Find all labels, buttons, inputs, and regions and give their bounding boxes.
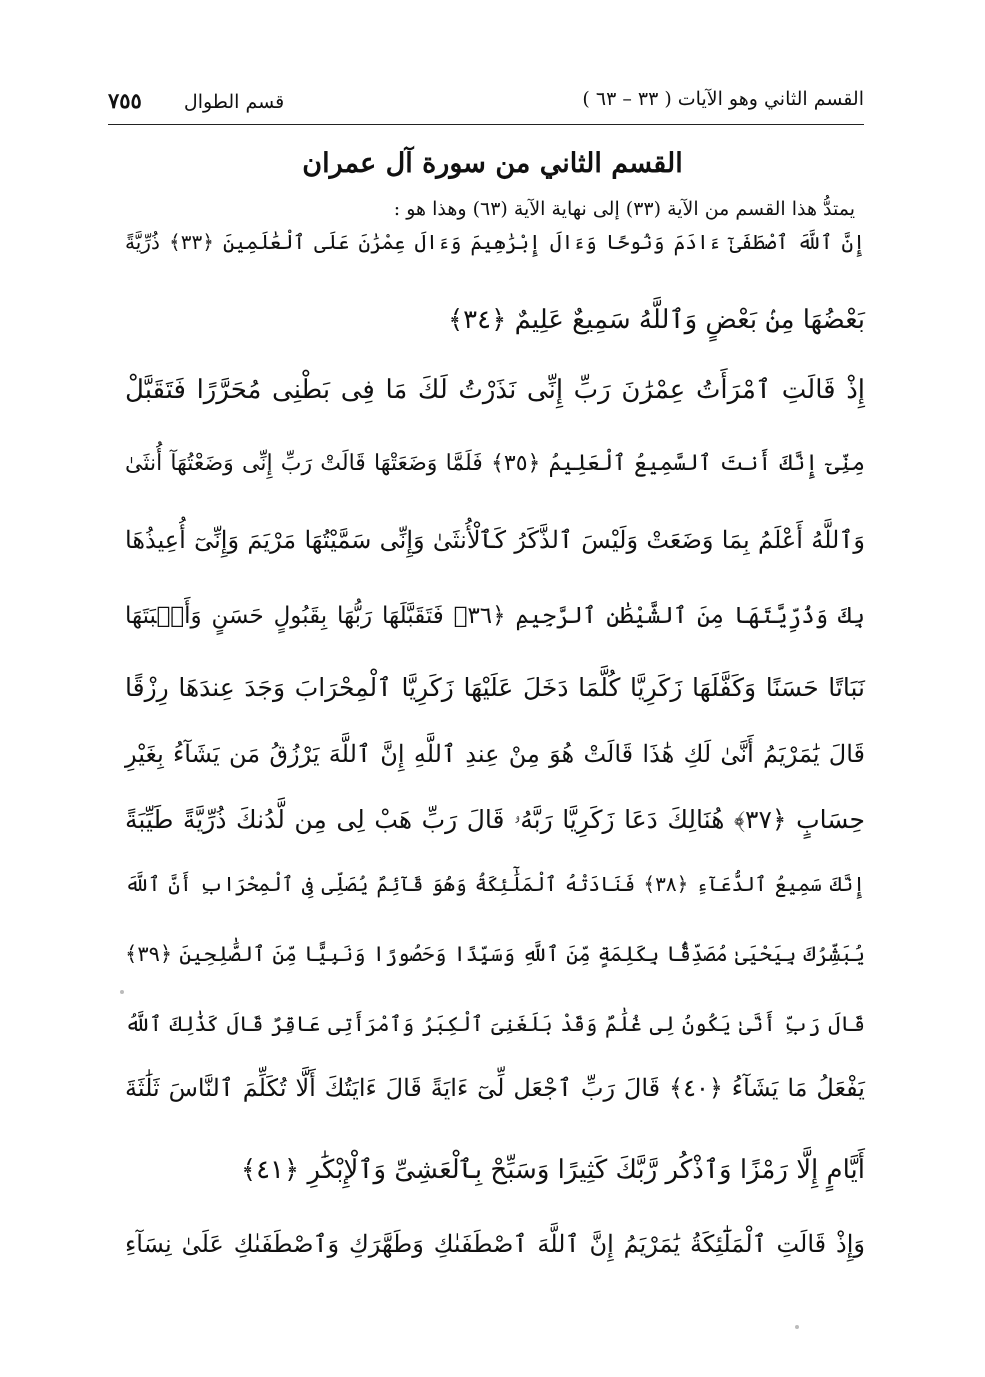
verse-line: مِنِّىٓ إِنَّكَ أَنتَ ٱلسَّمِيعُ ٱلْعَلِيمُ ﴿٣٥﴾ فَلَمَّا وَضَعَتْهَا قَالَتْ رَبِّ إِنِّى وَضَعْتُهَآ أُنثَىٰ <box>125 451 865 476</box>
verse-line: قَالَ رَبِّ أَنَّىٰ يَكُونُ لِى غُلَٰمٌ وَقَدْ بَلَغَنِىَ ٱلْكِبَرُ وَٱمْرَأَتِى عَاقِرٌ قَالَ كَذَٰلِكَ ٱللَّهُ <box>125 1012 865 1036</box>
verse-line: إِنَّكَ سَمِيعُ ٱلدُّعَآءِ ﴿٣٨﴾ فَنَادَتْهُ ٱلْمَلَٰٓئِكَةُ وَهُوَ قَآئِمٌ يُصَلِّى فِى ٱلْمِحْرَابِ أَنَّ ٱللَّهَ <box>125 872 865 896</box>
page-header <box>108 82 864 122</box>
verse-line: أَيَّامٍ إِلَّا رَمْزًا وَٱذْكُر رَّبَّكَ كَثِيرًا وَسَبِّحْ بِٱلْعَشِىِّ وَٱلْإِبْكَٰرِ ﴿٤١﴾ <box>240 1155 865 1185</box>
verse-line: نَبَاتًا حَسَنًا وَكَفَّلَهَا زَكَرِيَّا كُلَّمَا دَخَلَ عَلَيْهَا زَكَرِيَّا ٱلْمِحْرَابَ وَجَدَ عِندَهَا رِزْقًا <box>125 673 865 702</box>
page-number: ٧٥٥ <box>108 88 142 113</box>
verse-line: وَٱللَّهُ أَعْلَمُ بِمَا وَضَعَتْ وَلَيْسَ ٱلذَّكَرُ كَٱلْأُنثَىٰ وَإِنِّى سَمَّيْتُهَا مَرْيَمَ وَإِنِّىٓ أُعِيذُهَا <box>125 526 865 554</box>
section-title: القسم الثاني من سورة آل عمران <box>302 148 683 179</box>
verse-line: بِكَ وَذُرِّيَّتَهَا مِنَ ٱلشَّيْطَٰنِ ٱلرَّجِيمِ ﴿٣٦﴾ فَتَقَبَّلَهَا رَبُّهَا بِقَبُولٍ حَسَنٍ وَأَنۢبَتَهَا <box>125 603 865 629</box>
verse-line: يُبَشِّرُكَ بِيَحْيَىٰ مُصَدِّقًۢا بِكَلِمَةٍ مِّنَ ٱللَّهِ وَسَيِّدًا وَحَصُورًا وَنَبِيًّا مِّنَ ٱلصَّٰلِحِينَ ﴿٣٩﴾ <box>125 942 865 966</box>
scan-speck <box>795 1325 799 1329</box>
verse-line: وَإِذْ قَالَتِ ٱلْمَلَٰٓئِكَةُ يَٰمَرْيَمُ إِنَّ ٱللَّهَ ٱصْطَفَىٰكِ وَطَهَّرَكِ وَٱصْطَفَىٰكِ عَلَىٰ نِسَآءِ <box>125 1230 865 1258</box>
verse-line: حِسَابٍ ﴿٣٧﴾ هُنَالِكَ دَعَا زَكَرِيَّا رَبَّهُۥ قَالَ رَبِّ هَبْ لِى مِن لَّدُنكَ ذُرِّيَّةً طَيِّبَةً <box>125 805 865 834</box>
part-label: قسم الطوال <box>183 91 285 113</box>
verse-line: قَالَ يَٰمَرْيَمُ أَنَّىٰ لَكِ هَٰذَا قَالَتْ هُوَ مِنْ عِندِ ٱللَّهِ إِنَّ ٱللَّهَ يَرْزُقُ مَن يَشَآءُ بِغَيْرِ <box>125 740 865 768</box>
header-rule <box>108 124 864 125</box>
verse-line: إِذْ قَالَتِ ٱمْرَأَتُ عِمْرَٰنَ رَبِّ إِنِّى نَذَرْتُ لَكَ مَا فِى بَطْنِى مُحَرَّرًا فَتَقَبَّلْ <box>125 375 865 405</box>
scan-speck <box>120 990 124 994</box>
intro-text: يمتدُّ هذا القسم من الآية (٣٣) إلى نهاية الآية (٦٣) وهذا هو : <box>393 198 855 220</box>
section-label: القسم الثاني وهو الآيات ( ٣٣ – ٦٣ ) <box>582 88 864 110</box>
verse-line: يَفْعَلُ مَا يَشَآءُ ﴿٤٠﴾ قَالَ رَبِّ ٱجْعَل لِّىٓ ءَايَةً قَالَ ءَايَتُكَ أَلَّا تُكَلِّمَ ٱلنَّاسَ ثَلَٰثَةَ <box>125 1074 865 1102</box>
verse-line: إِنَّ ٱللَّهَ ٱصْطَفَىٰٓ ءَادَمَ وَنُوحًا وَءَالَ إِبْرَٰهِيمَ وَءَالَ عِمْرَٰنَ عَلَى ٱلْعَٰلَمِينَ ﴿٣٣﴾ ذُرِّيَّةً <box>125 230 865 254</box>
header-left-group <box>108 88 284 113</box>
verse-line: بَعْضُهَا مِنۢ بَعْضٍ وَٱللَّهُ سَمِيعٌ عَلِيمٌ ﴿٣٤﴾ <box>447 305 865 335</box>
